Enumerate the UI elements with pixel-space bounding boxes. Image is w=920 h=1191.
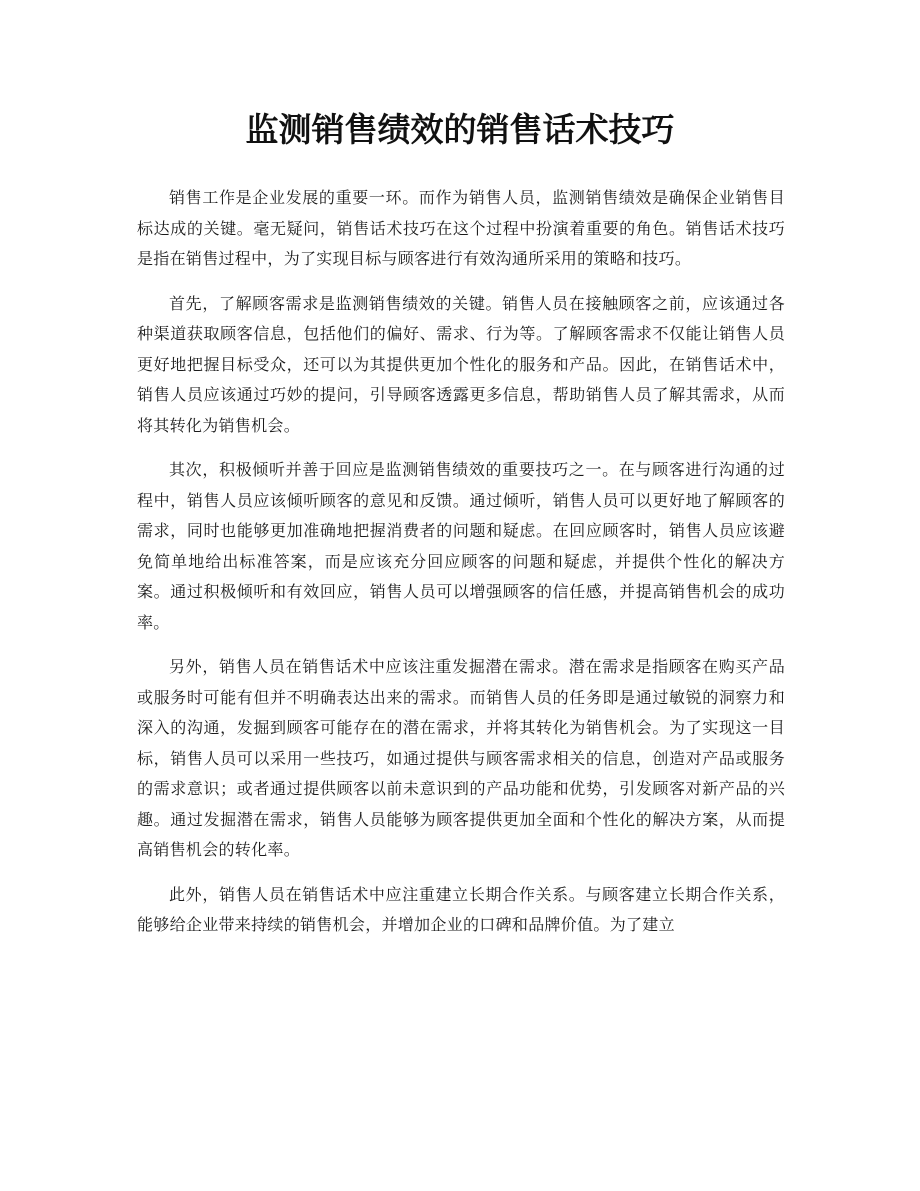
paragraph-3: 其次，积极倾听并善于回应是监测销售绩效的重要技巧之一。在与顾客进行沟通的过程中，销售人员应该倾听顾客的意见和反馈。通过倾听，销售人员可以更好地了解顾客的需求，同时也能够更加准确地把握消费者的问题和疑虑。在回应顾客时，销售人员应该避免简单地给出标准答案，而是应该充分回应顾客的问题和疑虑，并提供个性化的解决方案。通过积极倾听和有效回应，销售人员可以增强顾客的信任感，并提高销售机会的成功率。 xyxy=(137,460,785,632)
document-body xyxy=(137,183,785,955)
paragraph-2: 首先，了解顾客需求是监测销售绩效的关键。销售人员在接触顾客之前，应该通过各种渠道获取顾客信息，包括他们的偏好、需求、行为等。了解顾客需求不仅能让销售人员更好地把握目标受众，还可以为其提供更加个性化的服务和产品。因此，在销售话术中，销售人员应该通过巧妙的提问，引导顾客透露更多信息，帮助销售人员了解其需求，从而将其转化为销售机会。 xyxy=(137,293,785,435)
document-title: 监测销售绩效的销售话术技巧 xyxy=(245,110,675,149)
paragraph-5: 此外，销售人员在销售话术中应注重建立长期合作关系。与顾客建立长期合作关系，能够给企业带来持续的销售机会，并增加企业的口碑和品牌价值。为了建立 xyxy=(137,884,785,934)
paragraph-1: 销售工作是企业发展的重要一环。而作为销售人员，监测销售绩效是确保企业销售目标达成的关键。毫无疑问，销售话术技巧在这个过程中扮演着重要的角色。销售话术技巧是指在销售过程中，为了实现目标与顾客进行有效沟通所采用的策略和技巧。 xyxy=(137,188,785,268)
paragraph-4: 另外，销售人员在销售话术中应该注重发掘潜在需求。潜在需求是指顾客在购买产品或服务时可能有但并不明确表达出来的需求。而销售人员的任务即是通过敏锐的洞察力和深入的沟通，发掘到顾客可能存在的潜在需求，并将其转化为销售机会。为了实现这一目标，销售人员可以采用一些技巧，如通过提供与顾客需求相关的信息，创造对产品或服务的需求意识；或者通过提供顾客以前未意识到的产品功能和优势，引发顾客对新产品的兴趣。通过发掘潜在需求，销售人员能够为顾客提供更加全面和个性化的解决方案，从而提高销售机会的转化率。 xyxy=(137,657,785,859)
